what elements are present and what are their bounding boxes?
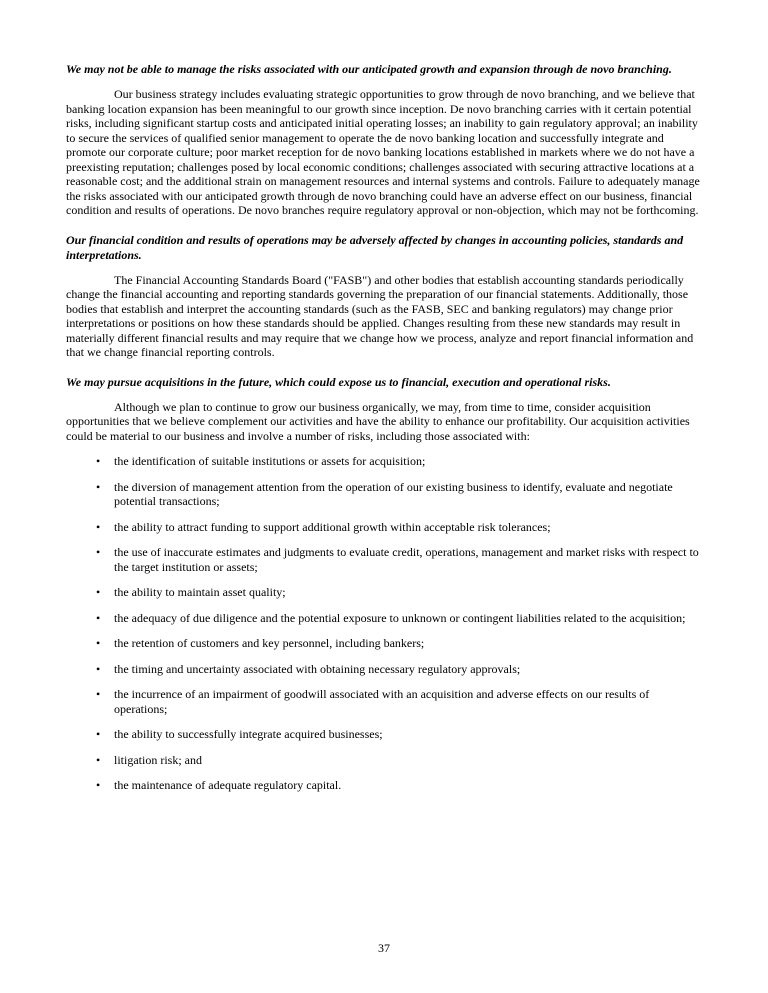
- risk-heading-accounting: Our financial condition and results of operations may be adversely affected by changes in accounting policies, standards and interpretations.: [66, 232, 684, 262]
- risk-heading-growth: We may not be able to manage the risks associated with our anticipated growth and expansion through de novo branching.: [66, 62, 672, 76]
- bullet-marker: •: [96, 778, 101, 792]
- bullet-marker: •: [96, 454, 101, 468]
- bullet-marker: •: [96, 610, 101, 625]
- bullet-text: the maintenance of adequate regulatory capital.: [114, 778, 342, 792]
- bullet-item-estimates: [66, 545, 702, 574]
- bullet-marker: •: [96, 636, 101, 650]
- bullet-text: the use of inaccurate estimates and judgments to evaluate credit, operations, management and market risks with respect to the target institution or assets;: [114, 545, 699, 574]
- bullet-text: the identification of suitable institutions or assets for acquisition;: [114, 454, 426, 468]
- bullet-marker: •: [96, 661, 101, 676]
- page-number: 37: [378, 941, 390, 955]
- bullet-item-asset-quality: [66, 585, 702, 600]
- bullet-marker: •: [96, 727, 101, 741]
- bullet-marker: •: [96, 687, 101, 701]
- bullet-marker: •: [96, 545, 101, 559]
- bullet-marker: •: [96, 479, 101, 494]
- bullet-item-integration: [66, 727, 702, 742]
- bullet-marker: •: [96, 519, 101, 534]
- bullet-text: the ability to attract funding to support additional growth within acceptable risk tolerances;: [114, 519, 551, 534]
- bullet-item-retention: [66, 636, 702, 651]
- bullet-marker: •: [96, 585, 101, 599]
- bullet-text: the retention of customers and key personnel, including bankers;: [114, 636, 425, 650]
- bullet-item-goodwill: [66, 687, 702, 716]
- risk-heading-acquisitions: We may pursue acquisitions in the future, which could expose us to financial, execution and operational risks.: [66, 374, 611, 389]
- bullet-text: the ability to maintain asset quality;: [114, 585, 286, 599]
- paragraph-growth: Our business strategy includes evaluating strategic opportunities to grow through de novo branching, and we believe that banking location expansion has been meaningful to our growth since inception. De novo branching carries with it certain potential risks, including significant startup costs and anticipated initial operating losses; an inability to gain regulatory approval; an inability to secure the services of qualified senior management to operate the de novo banking location and successfully integrate and promote our corporate culture; poor market reception for de novo banking locations established in markets where we do not have a preexisting reputation; challenges posed by local economic conditions; challenges associated with securing attractive locations at a reasonable cost; and the additional strain on management resources and internal systems and controls. Failure to adequately manage the risks associated with our anticipated growth through de novo branching could have an adverse effect on our business, financial condition and results of operations. De novo branches require regulatory approval or non-objection, which may not be forthcoming.: [66, 87, 700, 217]
- bullet-text: the diversion of management attention from the operation of our existing business to identify, evaluate and negotiate potential transactions;: [114, 479, 673, 508]
- bullet-text: the timing and uncertainty associated with obtaining necessary regulatory approvals;: [114, 661, 521, 676]
- bullet-item-due-diligence: [66, 611, 702, 626]
- bullet-item-capital: [66, 778, 702, 793]
- acquisition-risk-bullet-list: [66, 454, 702, 793]
- bullet-text: litigation risk; and: [114, 752, 202, 767]
- bullet-item-timing: [66, 662, 702, 677]
- bullet-text: the incurrence of an impairment of goodwill associated with an acquisition and adverse effects on our results of operations;: [114, 687, 650, 716]
- bullet-marker: •: [96, 752, 101, 767]
- bullet-item-funding: [66, 520, 702, 535]
- bullet-item-litigation: [66, 753, 702, 768]
- bullet-text: the adequacy of due diligence and the potential exposure to unknown or contingent liabilities related to the acquisition;: [114, 610, 686, 625]
- paragraph-acquisitions: Although we plan to continue to grow our business organically, we may, from time to time, consider acquisition opportunities that we believe complement our activities and have the ability to enhance our profitability. Our acquisition activities could be material to our business and involve a number of risks, including those associated with:: [66, 399, 690, 443]
- bullet-text: the ability to successfully integrate acquired businesses;: [114, 727, 383, 741]
- bullet-item-diversion: [66, 480, 702, 509]
- paragraph-accounting: The Financial Accounting Standards Board ("FASB") and other bodies that establish accounting standards periodically change the financial accounting and reporting standards governing the preparation of our financial statements. Additionally, those bodies that establish and interpret the accounting standards (such as the FASB, SEC and banking regulators) may change prior interpretations or positions on how these standards should be applied. Changes resulting from these new standards may result in materially different financial results and may require that we change how we process, analyze and report financial information and that we change financial reporting controls.: [66, 272, 694, 359]
- bullet-item-identification: [66, 454, 702, 469]
